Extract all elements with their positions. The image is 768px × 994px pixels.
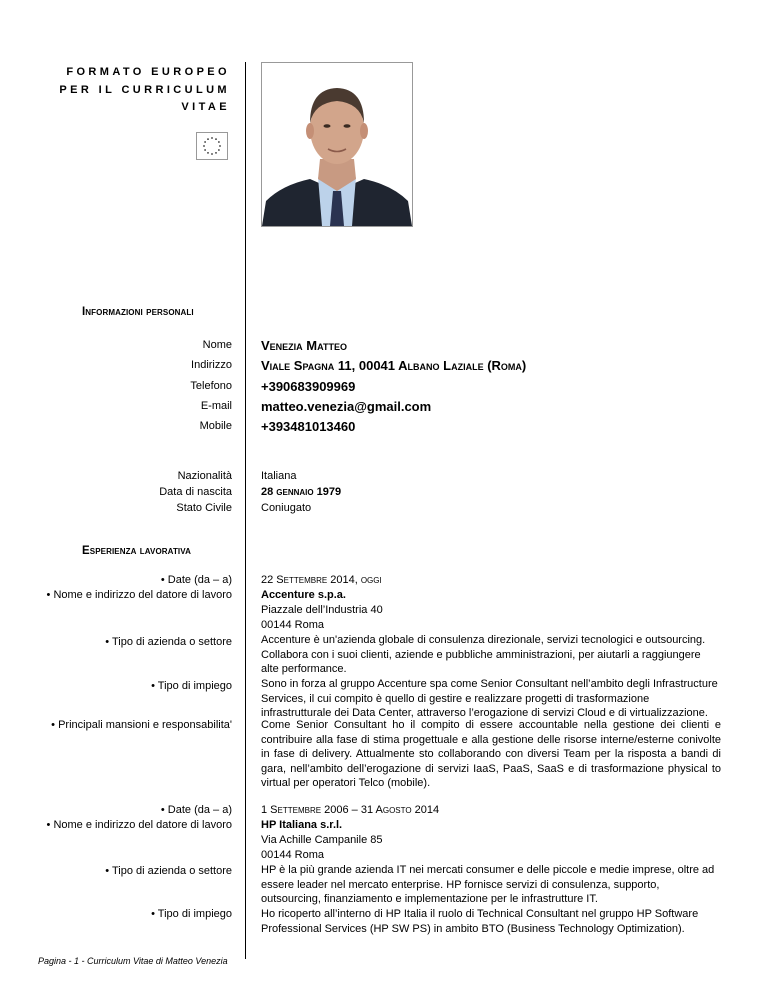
- label-job1-employer: • Nome e indirizzo del datore di lavoro: [46, 589, 232, 601]
- value-address: Viale Spagna 11, 00041 Albano Laziale (Roma): [261, 358, 527, 373]
- job1-street: Piazzale dell’Industria 40: [261, 604, 383, 616]
- value-birth-date: 28 gennaio 1979: [261, 486, 342, 498]
- page-footer: Pagina - 1 - Curriculum Vitae di Matteo Venezia: [38, 956, 228, 966]
- label-job2-employer: • Nome e indirizzo del datore di lavoro: [46, 819, 232, 831]
- section-title-personal: Informazioni personali: [82, 306, 194, 318]
- value-name: Venezia Matteo: [261, 338, 347, 353]
- cv-title-line-1: FORMATO EUROPEO: [66, 66, 230, 78]
- label-job1-role: • Tipo di impiego: [151, 680, 232, 692]
- value-nationality: Italiana: [261, 470, 297, 482]
- job1-city: 00144 Roma: [261, 619, 324, 631]
- cv-title-line-3: VITAE: [181, 101, 230, 113]
- job2-dates: 1 Settembre 2006 – 31 Agosto 2014: [261, 804, 440, 816]
- label-phone: Telefono: [190, 380, 232, 392]
- label-job2-sector: • Tipo di azienda o settore: [105, 865, 232, 877]
- job2-city: 00144 Roma: [261, 849, 324, 861]
- job1-role: Sono in forza al gruppo Accenture spa come Senior Consultant nell’ambito degli Infrastructure Services, il cui compito è quello di gestire e realizzare progetti di trasformazione infrastrutturale dei Data Center, attraverso l’erogazione di servizi Cloud e di virtualizzazione.: [261, 678, 718, 719]
- job1-duties: Come Senior Consultant ho il compito di essere accountable nella gestione dei clienti e contribuire alla fase di stima progettuale e alla gestione delle risorse interne/esterne conivolte in fase di delivery. Attualmente sto collaborando con diversi Team per la risposta a bandi di gara, nell’ambito dell’erogazione di servizi IaaS, PaaS, SaaS e di trasformazione physical to virtual per operatori Telco (mobile).: [261, 719, 721, 789]
- label-email: E-mail: [200, 400, 232, 412]
- label-job2-dates: • Date (da – a): [160, 804, 232, 816]
- job1-company: Accenture s.p.a.: [261, 589, 346, 601]
- job1-dates: 22 Settembre 2014, oggi: [261, 574, 382, 586]
- profile-photo: [261, 62, 413, 227]
- label-job2-role: • Tipo di impiego: [151, 908, 232, 920]
- label-mobile: Mobile: [199, 420, 232, 432]
- label-name: Nome: [202, 339, 232, 351]
- label-address: Indirizzo: [191, 359, 232, 371]
- section-title-experience: Esperienza lavorativa: [82, 545, 191, 557]
- job2-sector: HP è la più grande azienda IT nei mercati consumer e delle piccole e medie imprese, oltre ad essere leader nel mercato enterprise. HP fornisce servizi di consulenza, supporto, outsourcing, finanziamento e implementazione per le infrastrutture IT.: [261, 864, 715, 905]
- label-nationality: Nazionalità: [177, 470, 232, 482]
- value-civil-status: Coniugato: [261, 502, 312, 514]
- vertical-divider: [245, 62, 246, 959]
- cv-title-line-2: PER IL CURRICULUM: [59, 84, 230, 96]
- job1-sector: Accenture è un'azienda globale di consulenza direzionale, servizi tecnologici e outsourcing. Collabora con i suoi clienti, aziende e pubbliche amministrazioni, per aiutarli a raggiungere alte performance.: [261, 634, 706, 675]
- job2-street: Via Achille Campanile 85: [261, 834, 383, 846]
- value-mobile: +393481013460: [261, 419, 356, 434]
- label-job1-sector: • Tipo di azienda o settore: [105, 636, 232, 648]
- job2-company: HP Italiana s.r.l.: [261, 819, 343, 831]
- label-civil-status: Stato Civile: [176, 502, 232, 514]
- value-phone: +390683909969: [261, 379, 356, 394]
- label-job1-dates: • Date (da – a): [160, 574, 232, 586]
- label-birth-date: Data di nascita: [159, 486, 232, 498]
- eu-flag-icon: [196, 132, 228, 160]
- job2-role: Ho ricoperto all’interno di HP Italia il ruolo di Technical Consultant nel gruppo HP Software Professional Services (HP SW PS) in ambito BTO (Business Technology Optimization).: [261, 908, 699, 935]
- label-job1-duties: • Principali mansioni e responsabilita': [51, 719, 232, 731]
- value-email: matteo.venezia@gmail.com: [261, 399, 432, 414]
